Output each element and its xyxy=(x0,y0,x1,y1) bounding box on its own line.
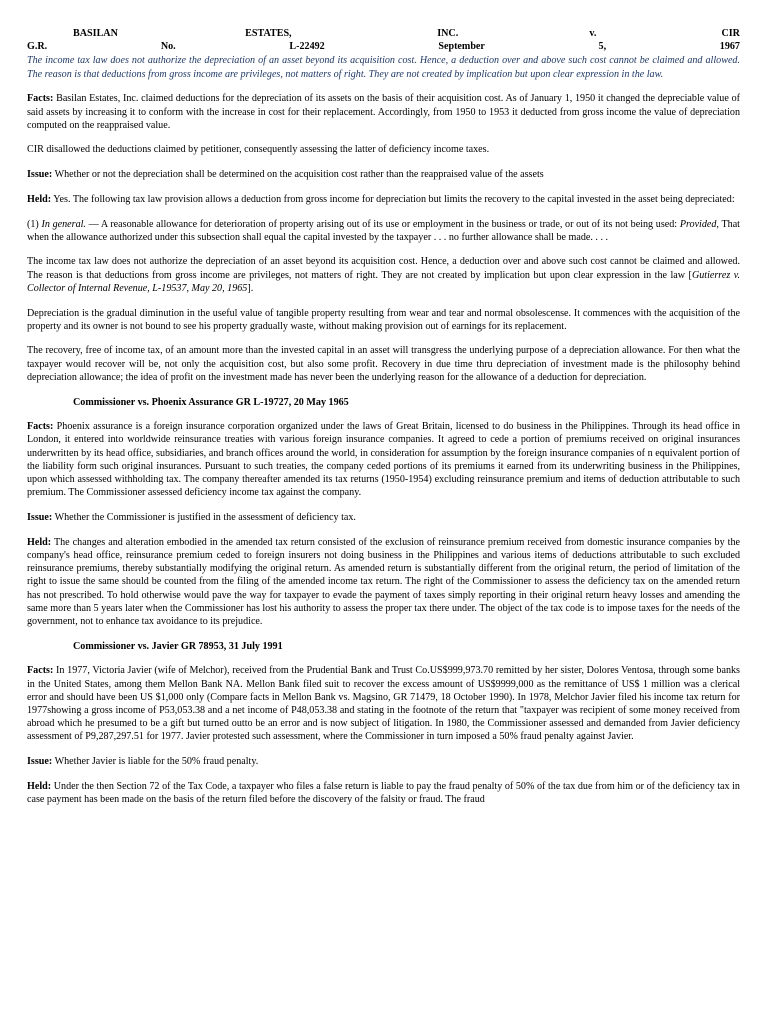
depreciation-paragraph: Depreciation is the gradual diminution in the useful value of tangible property resulting from wear and tear and normal obsolescense. It commences with the acquisition of the property and its owner is not bound to see his property gradually waste, without making provision out of earnings for its replacement. xyxy=(27,307,740,332)
law-text-b: ]. xyxy=(247,282,254,294)
held-text: The changes and alteration embodied in the amended tax return consisted of the exclusion of reinsurance premium received from domestic insurance companies by the company's head office, reinsurance premium ceded to foreign insurers not doing business in the Philippines and various items of deductions attributable to such excluded reinsurance premiums, thereby substantially modifying the original return. As amended return is substantially different from the original return, the period of limitation of the right to issue the same should be counted from the filing of the amended income tax return. The right of the Commissioner to assess the deficiency tax on the amended return has not prescribed. To hold otherwise would pave the way for taxpayer to evade the payment of taxes simply reporting in their original return heavy losses and amending the same more than 5 years later when the Commissioner has lost his authority to assess the proper tax there under. The object of the tax code is to impose taxes for the needs of the government, not to enhance tax avoidance to its prejudice. xyxy=(27,536,741,627)
issue-paragraph xyxy=(27,511,740,524)
law-citation: Gutierrez v. Collector of Internal Revenue, L-19537, May 20, 1965 xyxy=(27,269,741,294)
case-caption-row xyxy=(27,27,740,40)
facts-text: Basilan Estates, Inc. claimed deductions for the depreciation of its assets on the basis of their acquisition cost. As of January 1, 1950 it changed the depreciable value of said assets by increasing it to conform with the increase in cost for their replacement. Accordingly, from 1950 to 1953 it deducted from gross income the value of depreciation computed on the reappraised value. xyxy=(27,93,740,131)
citation-word: G.R. xyxy=(27,41,48,53)
facts-paragraph xyxy=(27,420,740,499)
held-label: Held: xyxy=(27,780,52,792)
issue-label: Issue: xyxy=(27,756,53,768)
provision-number: (1) xyxy=(27,218,39,230)
issue-label: Issue: xyxy=(27,511,53,523)
held-paragraph xyxy=(27,193,740,206)
provision-in-general: In general. xyxy=(41,218,86,230)
issue-paragraph xyxy=(27,755,740,768)
law-paragraph xyxy=(27,255,740,295)
held-paragraph xyxy=(27,780,740,806)
case-title: Commissioner vs. Javier GR 78953, 31 July 1991 xyxy=(73,640,283,652)
held-label: Held: xyxy=(27,193,52,205)
issue-text: Whether or not the depreciation shall be determined on the acquisition cost rather than the reappraised value of the assets xyxy=(54,169,544,181)
caption-word: ESTATES, xyxy=(245,28,292,39)
provision-text-a: — A reasonable allowance for deterioration of property arising out of its use or employment in the business or trade, or out of its not being used: xyxy=(85,218,680,230)
citation-word: 5, xyxy=(598,41,607,53)
held-label: Held: xyxy=(27,536,52,548)
facts-paragraph xyxy=(27,664,740,743)
citation-word: L-22492 xyxy=(289,41,325,53)
issue-label: Issue: xyxy=(27,169,53,181)
citation-word: 1967 xyxy=(719,41,740,53)
cir-paragraph: CIR disallowed the deductions claimed by petitioner, consequently assessing the latter of deficiency income taxes. xyxy=(27,144,490,156)
facts-label: Facts: xyxy=(27,665,54,677)
provision-text-b: That when the allowance authorized under this subsection shall equal the capital invested by the taxpayer . . . no further allowance shall be made. . . . xyxy=(27,218,740,243)
issue-text: Whether the Commissioner is justified in the assessment of deficiency tax. xyxy=(54,511,356,523)
held-text: Yes. The following tax law provision allows a deduction from gross income for depreciation but limits the recovery to the capital invested in the asset being depreciated: xyxy=(53,193,735,205)
facts-label: Facts: xyxy=(27,421,54,433)
caption-word: BASILAN xyxy=(73,28,118,39)
caption-word: CIR xyxy=(721,28,740,39)
facts-paragraph xyxy=(27,92,740,132)
case-title: Commissioner vs. Phoenix Assurance GR L-19727, 20 May 1965 xyxy=(73,396,349,408)
facts-text: Phoenix assurance is a foreign insurance corporation organized under the laws of Great Britain, licensed to do business in the Philippines. Through its head office in London, it entered into worldwide reinsurance treaties with various foreign insurance companies. It agreed to cede a portion of premiums received on original insurances underwritten by its head office, subsidiaries, and branch offices around the world, in consideration for assumption by the foreign insurance companies of n equivalent portion of the liability form such original insurances. Pursuant to such treaties, the company ceded portions of its premiums it earned from its underwriting business in the Philippines, upon which assessed withholding tax. The company thereafter amended its tax returns (1950-1954) excluding reinsurance premium and items of deduction attributable to such premium. The Commissioner assessed deficiency income tax against the company. xyxy=(27,421,740,499)
held-paragraph xyxy=(27,536,740,628)
citation-word: September xyxy=(438,41,485,53)
held-text: Under the then Section 72 of the Tax Code, a taxpayer who files a false return is liable to pay the fraud penalty of 50% of the tax due from him or of the deficiency tax in case payment has been made on the basis of the return filed before the discovery of the falsity or fraud. The fraud xyxy=(27,780,740,805)
caption-word: v. xyxy=(589,28,597,39)
recovery-paragraph: The recovery, free of income tax, of an amount more than the invested capital in an asset will transgress the underlying purpose of a depreciation allowance. For then what the taxpayer would recover will be, not only the acquisition cost, but also some profit. Recovery in due time thru depreciation of investment made is the philosophy behind depreciation allowance; the idea of profit on the investment made has never been the underlying reason for the allowance of a deduction for depreciation. xyxy=(27,345,740,383)
issue-paragraph xyxy=(27,168,740,181)
facts-label: Facts: xyxy=(27,93,54,105)
caption-word: INC. xyxy=(437,28,459,39)
facts-text: In 1977, Victoria Javier (wife of Melchor), received from the Prudential Bank and Trust Co.US$999,973.70 remitted by her sister, Dolores Ventosa, through some banks in the United States, among them Mellon Bank NA. Mellon Bank filed suit to recover the excess amount of US$9999,000 as the remittance of US$ 1 million was a clerical error and should have been US $1,000 only (Compare facts in Mellon Bank vs. Magsino, GR 71479, 18 October 1990). In 1978, Melchor Javier filed his income tax return for 1977showing a gross income of P53,053.38 and a net income of P48,053.38 and stating in the footnote of the return that "taxpayer was recipient of some money received from abroad which he presumed to be a gift but turned outto be an error and is now subject of litigation. In 1980, the Commissioner assessed and demanded from Javier deficiency assessment of P9,287,297.51 for 1977. Javier protested such assessment, where the Commissioner in turn imposed a 50% fraud penalty against Javier. xyxy=(27,665,740,743)
case-citation-row xyxy=(27,40,740,53)
doctrine-summary: The income tax law does not authorize the depreciation of an asset beyond its acquisition cost. Hence, a deduction over and above such cost cannot be claimed and allowed. The reason is that deductions from gross income are privileges, not matters of right. They are not created by implication but upon clear expression in the law. xyxy=(27,55,740,80)
law-text-a: The income tax law does not authorize the depreciation of an asset beyond its acquisition cost. Hence, a deduction over and above such cost cannot be claimed and allowed. The reason is that deductions from gross income are privileges, not matters of right. They are not created by implication but upon clear expression in the law [ xyxy=(27,256,740,281)
provision-provided: Provided, xyxy=(679,218,719,230)
document-page xyxy=(27,27,740,806)
issue-text: Whether Javier is liable for the 50% fraud penalty. xyxy=(54,756,259,768)
provision-paragraph xyxy=(27,218,740,244)
citation-word: No. xyxy=(160,41,176,53)
